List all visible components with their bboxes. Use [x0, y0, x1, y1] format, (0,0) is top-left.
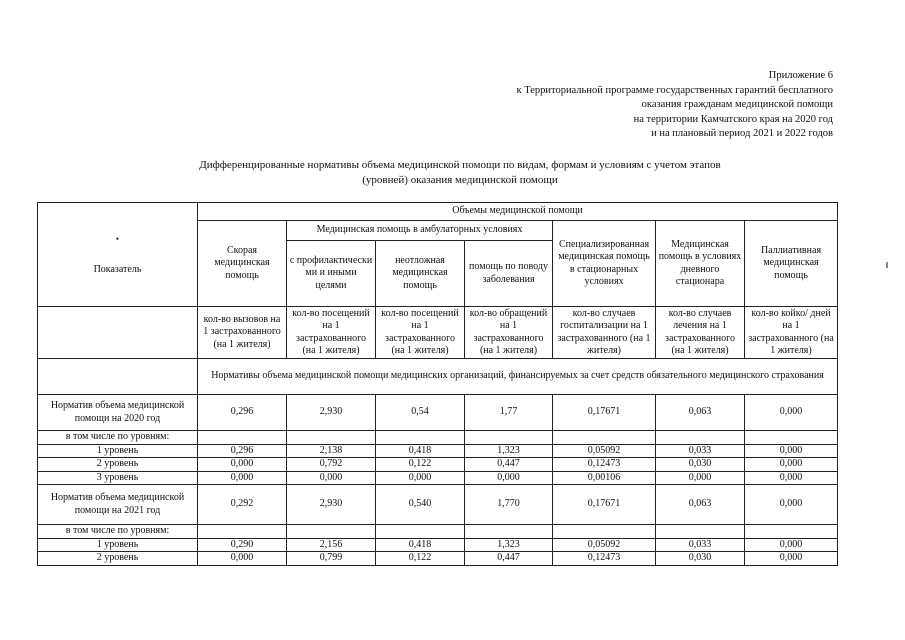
value-cell: 0,540: [376, 485, 465, 525]
value-cell: 0,799: [287, 552, 376, 566]
levels-label-row: [38, 525, 838, 539]
unit-cell: кол-во вызовов на 1 застрахованного (на 1 жителя): [198, 307, 287, 359]
appendix-line: и на плановый период 2021 и 2022 годов: [651, 128, 833, 140]
value-cell: 0,17671: [553, 485, 656, 525]
bullet-mark: •: [115, 234, 120, 244]
value-cell: 0,05092: [553, 444, 656, 458]
value-cell: 0,447: [465, 552, 553, 566]
value-cell: 0,033: [656, 444, 745, 458]
value-cell: 0,05092: [553, 538, 656, 552]
value-cell: 0,030: [656, 552, 745, 566]
level-label: 1 уровень: [38, 538, 198, 552]
level-label: 2 уровень: [38, 552, 198, 566]
value-cell: 0,54: [376, 395, 465, 431]
unit-cell: кол-во посещений на 1 застрахованного (на 1 жителя): [376, 307, 465, 359]
value-cell: 0,000: [656, 471, 745, 485]
level-label: 1 уровень: [38, 444, 198, 458]
level-label: 3 уровень: [38, 471, 198, 485]
value-cell: 2,930: [287, 395, 376, 431]
margin-mark: [886, 262, 888, 268]
level-row: [38, 458, 838, 472]
value-cell: 1,323: [465, 538, 553, 552]
col-header-ambulance: Скорая медицинская помощь: [198, 221, 287, 307]
value-cell: 0,418: [376, 538, 465, 552]
value-cell: 0,063: [656, 485, 745, 525]
unit-cell: кол-во посещений на 1 застрахованного (на 1 жителя): [287, 307, 376, 359]
title-line-2: (уровней) оказания медицинской помощи: [362, 174, 558, 186]
col-header-urgent: неотложная медицинская помощь: [376, 241, 465, 307]
value-cell: 0,296: [198, 444, 287, 458]
value-cell: 0,000: [745, 552, 838, 566]
value-cell: 0,000: [745, 458, 838, 472]
unit-cell: кол-во обращений на 1 застрахованного (на 1 жителя): [465, 307, 553, 359]
section-title: Нормативы объема медицинской помощи медицинских организаций, финансируемых за счет средств обязательного медицинского страхования: [198, 359, 838, 395]
section-empty-cell: [38, 359, 198, 395]
value-cell: 1,77: [465, 395, 553, 431]
value-cell: 0,292: [198, 485, 287, 525]
levels-label-row: [38, 431, 838, 445]
value-cell: 0,122: [376, 552, 465, 566]
appendix-line: Приложение 6: [768, 70, 833, 81]
value-cell: 0,000: [745, 444, 838, 458]
row-label: Норматив объема медицинской помощи на 2021 год: [38, 485, 198, 525]
col-header-inpatient: Специализированная медицинская помощь в стационарных условиях: [553, 221, 656, 307]
value-cell: 0,296: [198, 395, 287, 431]
value-cell: 1,323: [465, 444, 553, 458]
value-cell: 0,447: [465, 458, 553, 472]
value-cell: 2,156: [287, 538, 376, 552]
value-cell: 0,000: [198, 471, 287, 485]
value-cell: 2,138: [287, 444, 376, 458]
units-empty-cell: [38, 307, 198, 359]
level-row: [38, 538, 838, 552]
value-cell: 0,12473: [553, 552, 656, 566]
unit-cell: кол-во случаев госпитализации на 1 застрахованного (на 1 жителя): [553, 307, 656, 359]
value-cell: 2,930: [287, 485, 376, 525]
col-header-day-hospital: Медицинская помощь в условиях дневного стационара: [656, 221, 745, 307]
unit-cell: кол-во случаев лечения на 1 застрахованного (на 1 жителя): [656, 307, 745, 359]
value-cell: 0,17671: [553, 395, 656, 431]
row-label: Норматив объема медицинской помощи на 2020 год: [38, 395, 198, 431]
volumes-header: Объемы медицинской помощи: [198, 203, 838, 221]
value-cell: 0,418: [376, 444, 465, 458]
level-row: [38, 471, 838, 485]
appendix-line: на территории Камчатского края на 2020 год: [633, 113, 833, 125]
norm-row-2021: [38, 485, 838, 525]
value-cell: 0,000: [465, 471, 553, 485]
value-cell: 0,000: [198, 552, 287, 566]
value-cell: 0,000: [745, 471, 838, 485]
document-title: [120, 158, 800, 188]
value-cell: 0,000: [198, 458, 287, 472]
norms-table: [37, 202, 838, 566]
value-cell: 0,000: [745, 395, 838, 431]
appendix-block: [413, 69, 833, 142]
col-header-disease: помощь по поводу заболевания: [465, 241, 553, 307]
value-cell: 0,033: [656, 538, 745, 552]
value-cell: 0,000: [376, 471, 465, 485]
value-cell: 0,290: [198, 538, 287, 552]
value-cell: 0,000: [287, 471, 376, 485]
indicator-header-cell: [38, 203, 198, 307]
col-header-preventive: с профилактически ми и иными целями: [287, 241, 376, 307]
section-title-row: [38, 359, 838, 395]
value-cell: 0,792: [287, 458, 376, 472]
value-cell: 0,000: [745, 485, 838, 525]
value-cell: 1,770: [465, 485, 553, 525]
ambulatory-header: Медицинская помощь в амбулаторных условиях: [287, 221, 553, 241]
unit-cell: кол-во койко/ дней на 1 застрахованного (на 1 жителя): [745, 307, 838, 359]
indicator-header: Показатель: [93, 263, 142, 275]
header-row-volumes: [38, 203, 838, 221]
value-cell: 0,000: [745, 538, 838, 552]
value-cell: 0,12473: [553, 458, 656, 472]
col-header-palliative: Паллиативная медицинская помощь: [745, 221, 838, 307]
value-cell: 0,030: [656, 458, 745, 472]
levels-label: в том числе по уровням:: [38, 525, 198, 539]
value-cell: 0,122: [376, 458, 465, 472]
levels-label: в том числе по уровням:: [38, 431, 198, 445]
norm-row-2020: [38, 395, 838, 431]
value-cell: 0,00106: [553, 471, 656, 485]
appendix-line: к Территориальной программе государственных гарантий бесплатного: [516, 84, 833, 96]
level-label: 2 уровень: [38, 458, 198, 472]
value-cell: 0,063: [656, 395, 745, 431]
appendix-line: оказания гражданам медицинской помощи: [641, 99, 833, 111]
level-row: [38, 444, 838, 458]
units-row: [38, 307, 838, 359]
level-row: [38, 552, 838, 566]
title-line-1: Дифференцированные нормативы объема медицинской помощи по видам, формам и условиям с учетом этапов: [199, 159, 721, 171]
